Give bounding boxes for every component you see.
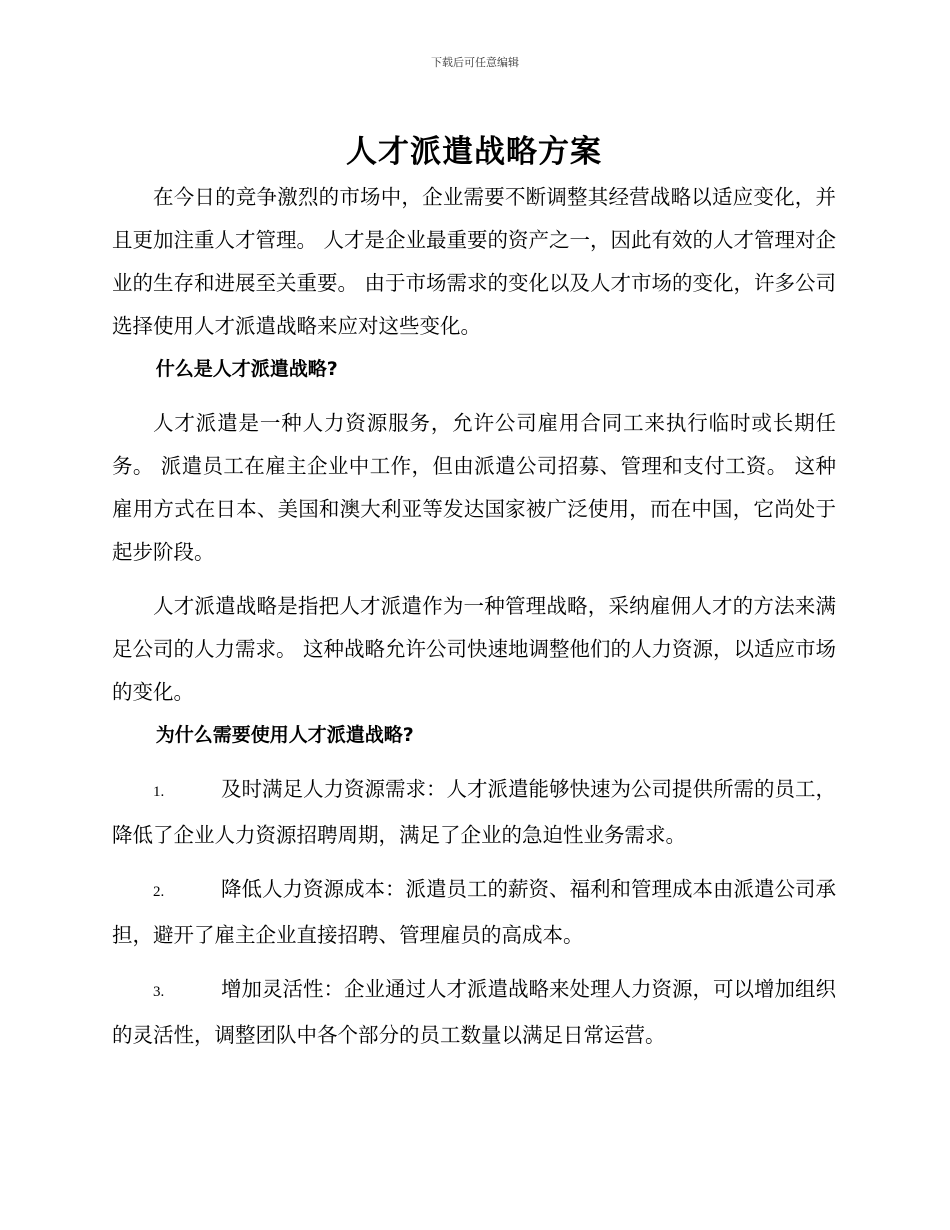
section1-paragraph: 人才派遣战略是指把人才派遣作为一种管理战略，采纳雇佣人才的方法来满足公司的人力需求。 这种战略允许公司快速地调整他们的人力资源，以适应市场的变化。 xyxy=(112,594,837,704)
page-header-note: 下载后可任意编辑 xyxy=(431,56,519,69)
list-item xyxy=(112,768,836,857)
list-item-text: 增加灵活性：企业通过人才派遣战略来处理人力资源，可以增加组织的灵活性，调整团队中各个部分的员工数量以满足日常运营。 xyxy=(112,977,836,1047)
section-heading-why: 为什么需要使用人才派遣战略? xyxy=(155,724,414,746)
list-item-text: 及时满足人力资源需求：人才派遣能够快速为公司提供所需的员工，降低了企业人力资源招聘周期，满足了企业的急迫性业务需求。 xyxy=(112,777,836,847)
section1-paragraph: 人才派遣是一种人力资源服务，允许公司雇用合同工来执行临时或长期任务。 派遣员工在雇主企业中工作，但由派遣公司招募、管理和支付工资。 这种雇用方式在日本、美国和澳大利亚等发达国家被广泛使用，而在中国，它尚处于起步阶段。 xyxy=(112,411,836,564)
section-heading-what: 什么是人才派遣战略? xyxy=(155,358,338,380)
list-item-number: 2. xyxy=(153,884,165,900)
list-item-number: 1. xyxy=(153,784,165,800)
list-item-number: 3. xyxy=(153,984,165,1000)
intro-paragraph: 在今日的竞争激烈的市场中，企业需要不断调整其经营战略以适应变化，并且更加注重人才管理。 人才是企业最重要的资产之一，因此有效的人才管理对企业的生存和进展至关重要。 由于市场需求的变化以及人才市场的变化，许多公司选择使用人才派遣战略来应对这些变化。 xyxy=(112,185,837,338)
list-item xyxy=(112,868,836,957)
document-body xyxy=(112,128,836,1057)
list-item xyxy=(112,968,836,1057)
document-title: 人才派遣战略方案 xyxy=(346,134,602,170)
list-item-text: 降低人力资源成本：派遣员工的薪资、福利和管理成本由派遣公司承担，避开了雇主企业直接招聘、管理雇员的高成本。 xyxy=(112,877,836,947)
